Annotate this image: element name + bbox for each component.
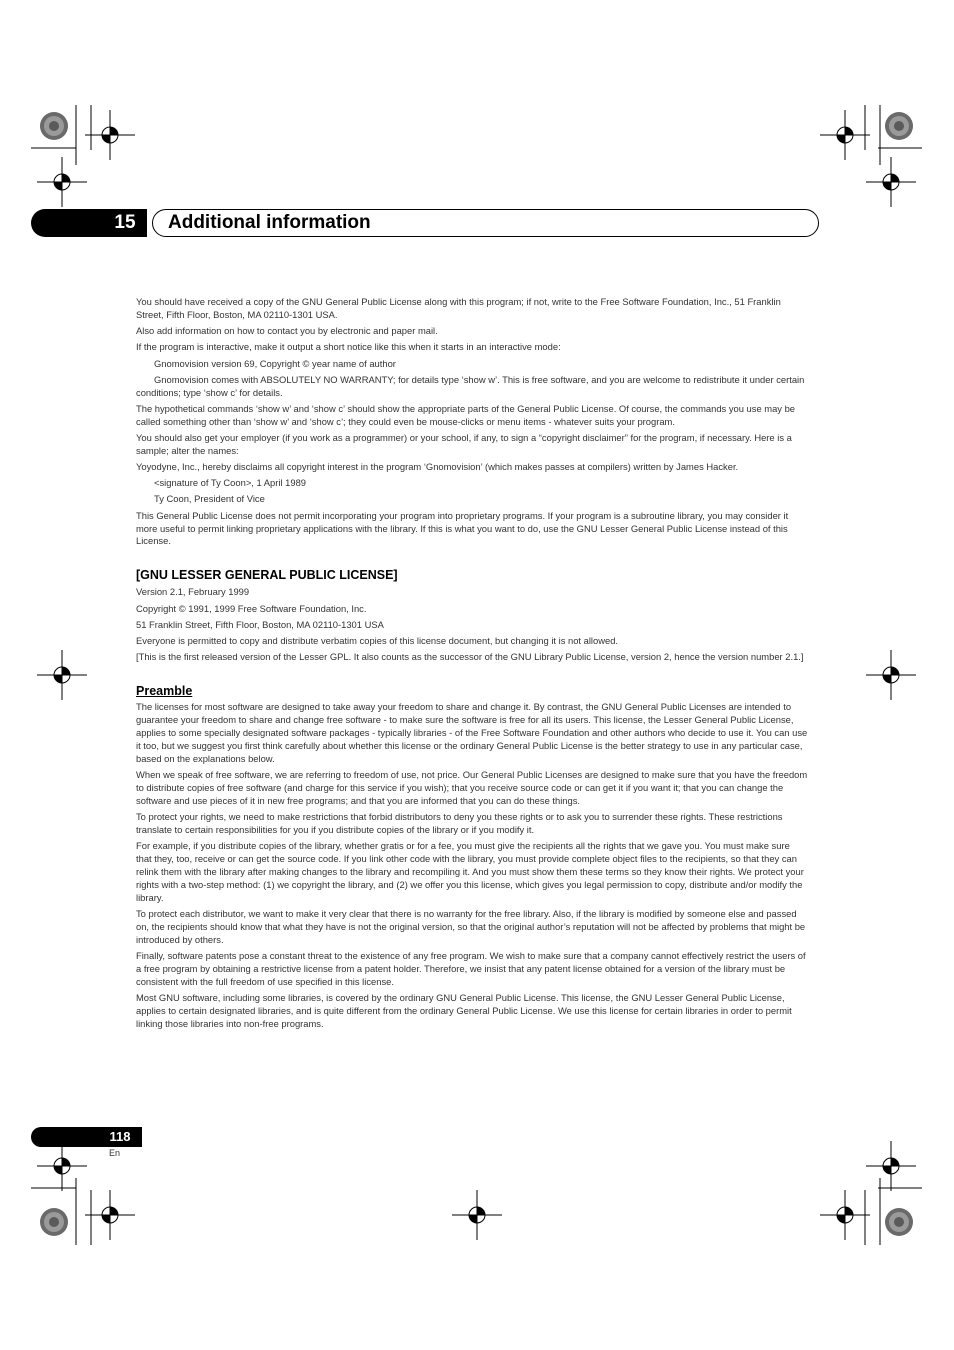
body-paragraph: For example, if you distribute copies of the library, whether gratis or for a fee, you must give the recipients all the rights that we gave you. You must make sure that they, too, receive or can get the source code. If you link other code with the library, you must provide complete object files to the recipients, so that they can relink them with the library after making changes to the library and recompiling it. And you must show them these terms so they know their rights. We protect your rights with a two-step method: (1) we copyright the library, and (2) we offer you this license, which gives you legal permission to copy, distribute and/or modify the library. <box>136 840 804 903</box>
body-paragraph: Gnomovision version 69, Copyright © year name of author <box>154 357 396 369</box>
body-paragraph: Yoyodyne, Inc., hereby disclaims all copyright interest in the program ‘Gnomovision’ (which makes passes at compilers) written by James Hacker. <box>136 461 739 473</box>
chapter-number: 15 <box>114 212 136 233</box>
body-paragraph: If the program is interactive, make it output a short notice like this when it starts in an interactive mode: <box>136 341 561 353</box>
body-paragraph: The hypothetical commands ‘show w’ and ‘show c’ should show the appropriate parts of the General Public License. Of course, the commands you use may be called something other than ‘show w’ and ‘show c’; they could even be mouse-clicks or menu items - whatever suits your program. <box>136 402 796 427</box>
language-code: En <box>109 1148 121 1158</box>
body-paragraph: Everyone is permitted to copy and distribute verbatim copies of this license document, but changing it is not allowed. <box>136 634 619 646</box>
body-paragraph: Most GNU software, including some libraries, is covered by the ordinary GNU General Public License. This license, the GNU Lesser General Public License, applies to certain designated libraries, and is quite different from the ordinary General Public License. We use this license for certain libraries in order to permit linking those libraries into non-free programs. <box>136 991 792 1029</box>
body-paragraph: To protect your rights, we need to make restrictions that forbid distributors to deny you these rights or to ask you to surrender these rights. These restrictions translate to certain responsibilities for you if you distribute copies of the library or if you modify it. <box>136 810 783 835</box>
body-paragraph: Version 2.1, February 1999 <box>136 586 250 598</box>
body-paragraph: This General Public License does not permit incorporating your program into proprietary programs. If your program is a subroutine library, you may consider it more useful to permit linking proprietary applications with the library. If this is what you want to do, use the GNU Lesser General Public License instead of this License. <box>136 509 789 547</box>
page-number: 118 <box>109 1129 131 1144</box>
preamble-heading: Preamble <box>136 684 193 699</box>
body-paragraph: The licenses for most software are designed to take away your freedom to share and change it. By contrast, the GNU General Public Licenses are intended to guarantee your freedom to share and change free software - to make sure the software is free for all its users. This license, the Lesser General Public License, applies to some specially designated software packages - typically libraries - of the Free Software Foundation and other authors who decide to use it. You can use it too, but we suggest you first think carefully about whether this license or the ordinary General Public License is the better strategy to use in any particular case, based on the explanations below. <box>136 701 808 764</box>
body-paragraph: To protect each distributor, we want to make it very clear that there is no warranty for the free library. Also, if the library is modified by someone else and passed on, the recipients should know that what they have is not the original version, so that the original author’s reputation will not be affected by problems that might be introduced by others. <box>136 907 806 945</box>
body-paragraph: Also add information on how to contact you by electronic and paper mail. <box>136 325 438 337</box>
page-body <box>136 296 808 1034</box>
body-paragraph: 51 Franklin Street, Fifth Floor, Boston, MA 02110-1301 USA <box>136 618 384 630</box>
body-paragraph: You should have received a copy of the GNU General Public License along with this program; if not, write to the Free Software Foundation, Inc., 51 Franklin Street, Fifth Floor, Boston, MA 02110-1301 USA. <box>136 296 781 320</box>
body-paragraph: Ty Coon, President of Vice <box>154 493 265 505</box>
body-paragraph: Gnomovision comes with ABSOLUTELY NO WARRANTY; for details type ‘show w’. This is free software, and you are welcome to redistribute it under certain conditions; type ‘show c’ for details. <box>136 373 805 398</box>
body-paragraph: When we speak of free software, we are referring to freedom of use, not price. Our General Public Licenses are designed to make sure that you have the freedom to distribute copies of free software (and charge for this service if you wish); that you receive source code or can get it if you want it; that you can change the software and use pieces of it in new free programs; and that you are informed that you can do these things. <box>136 768 808 806</box>
lgpl-section-heading: [GNU LESSER GENERAL PUBLIC LICENSE] <box>136 568 398 583</box>
body-paragraph: <signature of Ty Coon>, 1 April 1989 <box>154 477 307 489</box>
body-paragraph: Copyright © 1991, 1999 Free Software Foundation, Inc. <box>136 602 367 614</box>
chapter-title: Additional information <box>168 212 371 233</box>
body-paragraph: Finally, software patents pose a constant threat to the existence of any free program. We wish to make sure that a company cannot effectively restrict the users of a free program by obtaining a restrictive license from a patent holder. Therefore, we insist that any patent license obtained for a version of the library must be consistent with the full freedom of use specified in this license. <box>136 949 806 987</box>
body-paragraph: You should also get your employer (if you work as a programmer) or your school, if any, to sign a “copyright disclaimer” for the program, if necessary. Here is a sample; alter the names: <box>136 431 792 456</box>
body-paragraph: [This is the first released version of the Lesser GPL. It also counts as the successor of the GNU Library Public License, version 2, hence the version number 2.1.] <box>136 651 804 663</box>
